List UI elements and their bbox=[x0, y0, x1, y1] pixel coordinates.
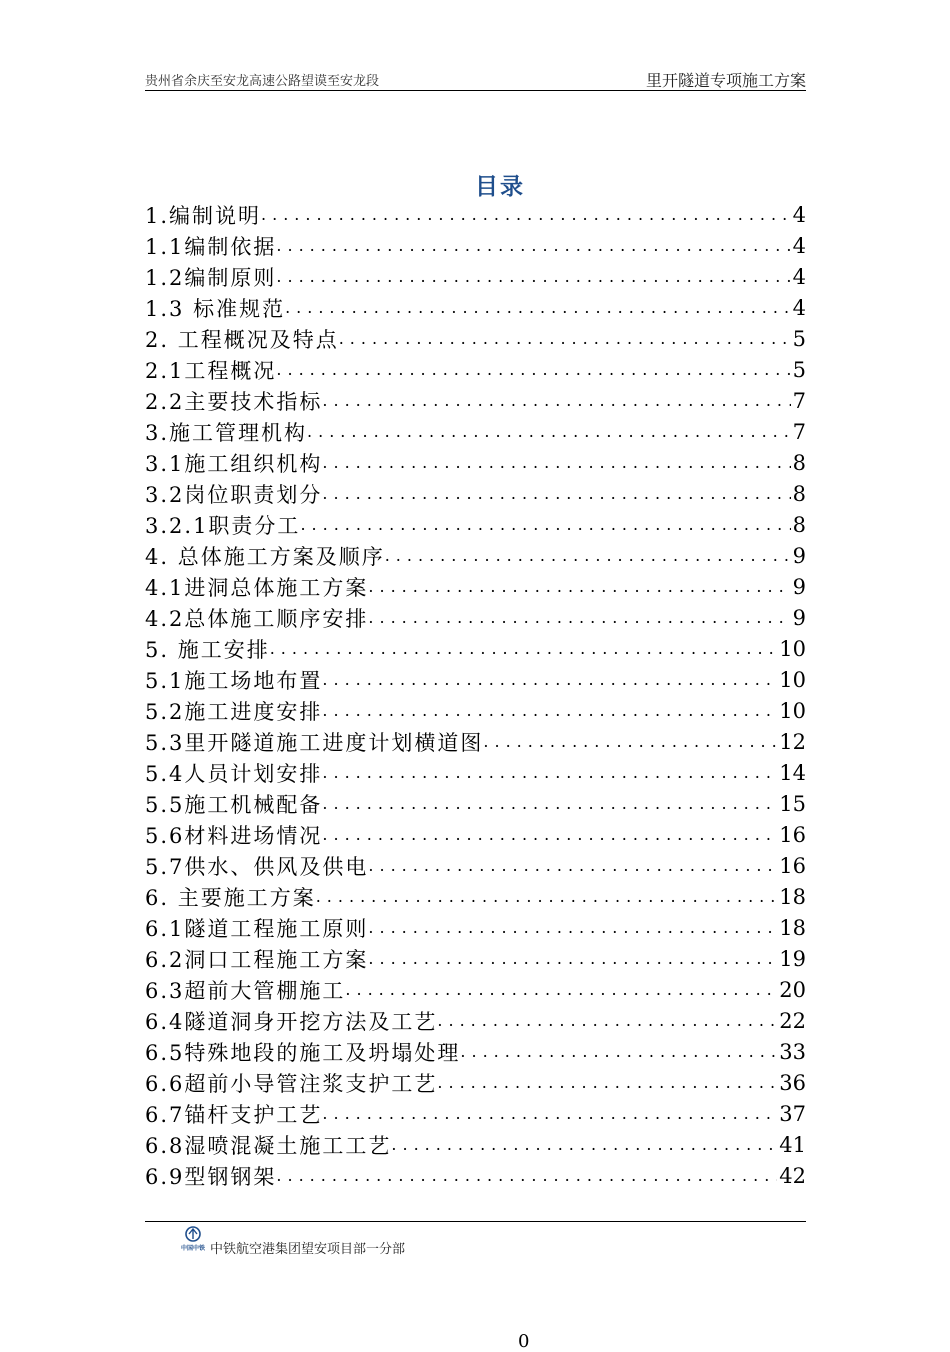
toc-entry-page: 4 bbox=[792, 233, 806, 258]
toc-entry-page: 12 bbox=[779, 729, 806, 754]
toc-entry-page: 10 bbox=[779, 667, 806, 692]
toc-entry-page: 7 bbox=[792, 419, 806, 444]
toc-dot-leader bbox=[276, 1166, 777, 1185]
toc-entry-page: 16 bbox=[779, 822, 806, 847]
toc-entry-page: 36 bbox=[779, 1070, 806, 1095]
toc-entry-label: 5.2施工进度安排 bbox=[145, 699, 323, 724]
toc-entry[interactable] bbox=[145, 695, 806, 726]
toc-dot-leader bbox=[322, 391, 790, 410]
toc-entry[interactable] bbox=[145, 354, 806, 385]
toc-entry[interactable] bbox=[145, 726, 806, 757]
toc-entry-label: 6.2洞口工程施工方案 bbox=[145, 947, 369, 972]
toc-dot-leader bbox=[368, 608, 790, 627]
toc-dot-leader bbox=[368, 949, 777, 968]
toc-entry-page: 14 bbox=[779, 760, 806, 785]
toc-entry-label: 6.6超前小导管注浆支护工艺 bbox=[145, 1071, 438, 1096]
toc-entry-label: 5.4人员计划安排 bbox=[145, 761, 323, 786]
toc-entry-page: 8 bbox=[792, 481, 806, 506]
toc-entry-label: 5.3里开隧道施工进度计划横道图 bbox=[145, 730, 484, 755]
toc-dot-leader bbox=[437, 1011, 777, 1030]
toc-entry[interactable] bbox=[145, 1129, 806, 1160]
toc-entry-label: 4.2总体施工顺序安排 bbox=[145, 606, 369, 631]
toc-entry-label: 5.5施工机械配备 bbox=[145, 792, 323, 817]
toc-entry[interactable] bbox=[145, 509, 806, 540]
toc-entry-page: 10 bbox=[779, 636, 806, 661]
toc-entry-page: 7 bbox=[792, 388, 806, 413]
toc-entry-label: 6.5特殊地段的施工及坍塌处理 bbox=[145, 1040, 461, 1065]
toc-entry[interactable] bbox=[145, 447, 806, 478]
toc-entry-page: 42 bbox=[779, 1163, 806, 1188]
toc-entry-label: 2.1工程概况 bbox=[145, 358, 277, 383]
toc-entry-label: 6.4隧道洞身开挖方法及工艺 bbox=[145, 1009, 438, 1034]
toc-entry-page: 10 bbox=[779, 698, 806, 723]
toc-dot-leader bbox=[437, 1073, 777, 1092]
toc-dot-leader bbox=[285, 298, 791, 317]
toc-entry[interactable] bbox=[145, 943, 806, 974]
footer-divider bbox=[145, 1221, 806, 1222]
toc-entry-label: 6.1隧道工程施工原则 bbox=[145, 916, 369, 941]
toc-entry-label: 4. 总体施工方案及顺序 bbox=[145, 544, 385, 569]
toc-entry-page: 5 bbox=[792, 326, 806, 351]
china-railway-logo-icon bbox=[178, 1226, 208, 1252]
toc-entry-label: 6.9型钢钢架 bbox=[145, 1164, 277, 1189]
toc-entry[interactable] bbox=[145, 1098, 806, 1129]
logo-text: 中国中铁 bbox=[180, 1245, 206, 1252]
toc-entry-label: 6.8湿喷混凝土施工工艺 bbox=[145, 1133, 392, 1158]
toc-entry-label: 3.1施工组织机构 bbox=[145, 451, 323, 476]
toc-dot-leader bbox=[368, 918, 777, 937]
toc-entry-label: 1.编制说明 bbox=[145, 203, 262, 228]
toc-dot-leader bbox=[345, 980, 777, 999]
toc-dot-leader bbox=[368, 577, 790, 596]
toc-dot-leader bbox=[307, 422, 791, 441]
toc-entry[interactable] bbox=[145, 571, 806, 602]
toc-entry-label: 3.2岗位职责划分 bbox=[145, 482, 323, 507]
toc-dot-leader bbox=[276, 236, 790, 255]
toc-entry-page: 16 bbox=[779, 853, 806, 878]
toc-dot-leader bbox=[322, 670, 777, 689]
toc-entry-page: 18 bbox=[779, 915, 806, 940]
toc-entry[interactable] bbox=[145, 1160, 806, 1191]
toc-entry-label: 5.6材料进场情况 bbox=[145, 823, 323, 848]
toc-dot-leader bbox=[316, 887, 778, 906]
toc-dot-leader bbox=[322, 701, 777, 720]
toc-entry[interactable] bbox=[145, 788, 806, 819]
toc-entry[interactable] bbox=[145, 540, 806, 571]
toc-entry-label: 3.施工管理机构 bbox=[145, 420, 308, 445]
toc-entry-label: 3.2.1职责分工 bbox=[145, 513, 301, 538]
toc-entry[interactable] bbox=[145, 912, 806, 943]
toc-dot-leader bbox=[276, 360, 790, 379]
toc-dot-leader bbox=[270, 639, 778, 658]
toc-entry-page: 9 bbox=[792, 574, 806, 599]
toc-entry[interactable] bbox=[145, 881, 806, 912]
toc-entry[interactable] bbox=[145, 261, 806, 292]
toc-entry[interactable] bbox=[145, 478, 806, 509]
toc-entry-page: 4 bbox=[792, 264, 806, 289]
toc-entry[interactable] bbox=[145, 416, 806, 447]
toc-entry-label: 5.7供水、供风及供电 bbox=[145, 854, 369, 879]
toc-entry-page: 18 bbox=[779, 884, 806, 909]
toc-dot-leader bbox=[322, 794, 777, 813]
toc-entry-page: 22 bbox=[779, 1008, 806, 1033]
toc-dot-leader bbox=[368, 856, 777, 875]
page-header bbox=[145, 68, 806, 91]
toc-entry[interactable] bbox=[145, 230, 806, 261]
toc-dot-leader bbox=[460, 1042, 777, 1061]
toc-dot-leader bbox=[483, 732, 777, 751]
footer-company-name: 中铁航空港集团望安项目部一分部 bbox=[210, 1242, 406, 1257]
toc-entry-page: 15 bbox=[779, 791, 806, 816]
toc-entry-label: 5. 施工安排 bbox=[145, 637, 270, 662]
toc-dot-leader bbox=[391, 1135, 777, 1154]
toc-entry-page: 37 bbox=[779, 1101, 806, 1126]
toc-entry-label: 6.3超前大管棚施工 bbox=[145, 978, 346, 1003]
toc-entry[interactable] bbox=[145, 292, 806, 323]
toc-entry-label: 1.2编制原则 bbox=[145, 265, 277, 290]
toc-title: 目录 bbox=[475, 174, 525, 200]
toc-dot-leader bbox=[322, 484, 790, 503]
toc-entry-page: 8 bbox=[792, 512, 806, 537]
toc-dot-leader bbox=[300, 515, 790, 534]
toc-entry[interactable] bbox=[145, 974, 806, 1005]
toc-entry[interactable] bbox=[145, 633, 806, 664]
page-number: 0 bbox=[518, 1331, 530, 1352]
header-document-title: 里开隧道专项施工方案 bbox=[645, 71, 806, 90]
toc-entry-label: 2.2主要技术指标 bbox=[145, 389, 323, 414]
toc-entry-label: 2. 工程概况及特点 bbox=[145, 327, 339, 352]
toc-entry-label: 1.1编制依据 bbox=[145, 234, 277, 259]
toc-dot-leader bbox=[322, 453, 790, 472]
toc-entry-label: 1.3 标准规范 bbox=[145, 296, 286, 321]
toc-entry-label: 6.7锚杆支护工艺 bbox=[145, 1102, 323, 1127]
toc-entry[interactable] bbox=[145, 602, 806, 633]
toc-dot-leader bbox=[322, 825, 777, 844]
toc-entry-page: 4 bbox=[792, 202, 806, 227]
toc-entry-page: 4 bbox=[792, 295, 806, 320]
toc-dot-leader bbox=[322, 1104, 777, 1123]
toc-entry-page: 9 bbox=[792, 543, 806, 568]
toc-dot-leader bbox=[276, 267, 790, 286]
toc-entry[interactable] bbox=[145, 323, 806, 354]
toc-entry-page: 5 bbox=[792, 357, 806, 382]
toc-dot-leader bbox=[339, 329, 791, 348]
toc-dot-leader bbox=[322, 763, 777, 782]
toc-entry[interactable] bbox=[145, 385, 806, 416]
toc-entry[interactable] bbox=[145, 199, 806, 230]
toc-entry-page: 20 bbox=[779, 977, 806, 1002]
toc-entry-page: 41 bbox=[779, 1132, 806, 1157]
toc-entry[interactable] bbox=[145, 850, 806, 881]
header-project-name: 贵州省余庆至安龙高速公路望谟至安龙段 bbox=[145, 74, 380, 89]
toc-entry-page: 9 bbox=[792, 605, 806, 630]
toc-entry[interactable] bbox=[145, 1067, 806, 1098]
toc-entry[interactable] bbox=[145, 757, 806, 788]
toc-entry[interactable] bbox=[145, 819, 806, 850]
toc-entry[interactable] bbox=[145, 1005, 806, 1036]
toc-dot-leader bbox=[261, 205, 791, 224]
toc-entry-page: 33 bbox=[779, 1039, 806, 1064]
toc-entry-page: 8 bbox=[792, 450, 806, 475]
toc-entry[interactable] bbox=[145, 664, 806, 695]
toc-entry-label: 6. 主要施工方案 bbox=[145, 885, 316, 910]
toc-entry-page: 19 bbox=[779, 946, 806, 971]
table-of-contents bbox=[145, 199, 806, 1191]
toc-entry-label: 4.1进洞总体施工方案 bbox=[145, 575, 369, 600]
toc-entry-label: 5.1施工场地布置 bbox=[145, 668, 323, 693]
toc-dot-leader bbox=[385, 546, 791, 565]
toc-entry[interactable] bbox=[145, 1036, 806, 1067]
